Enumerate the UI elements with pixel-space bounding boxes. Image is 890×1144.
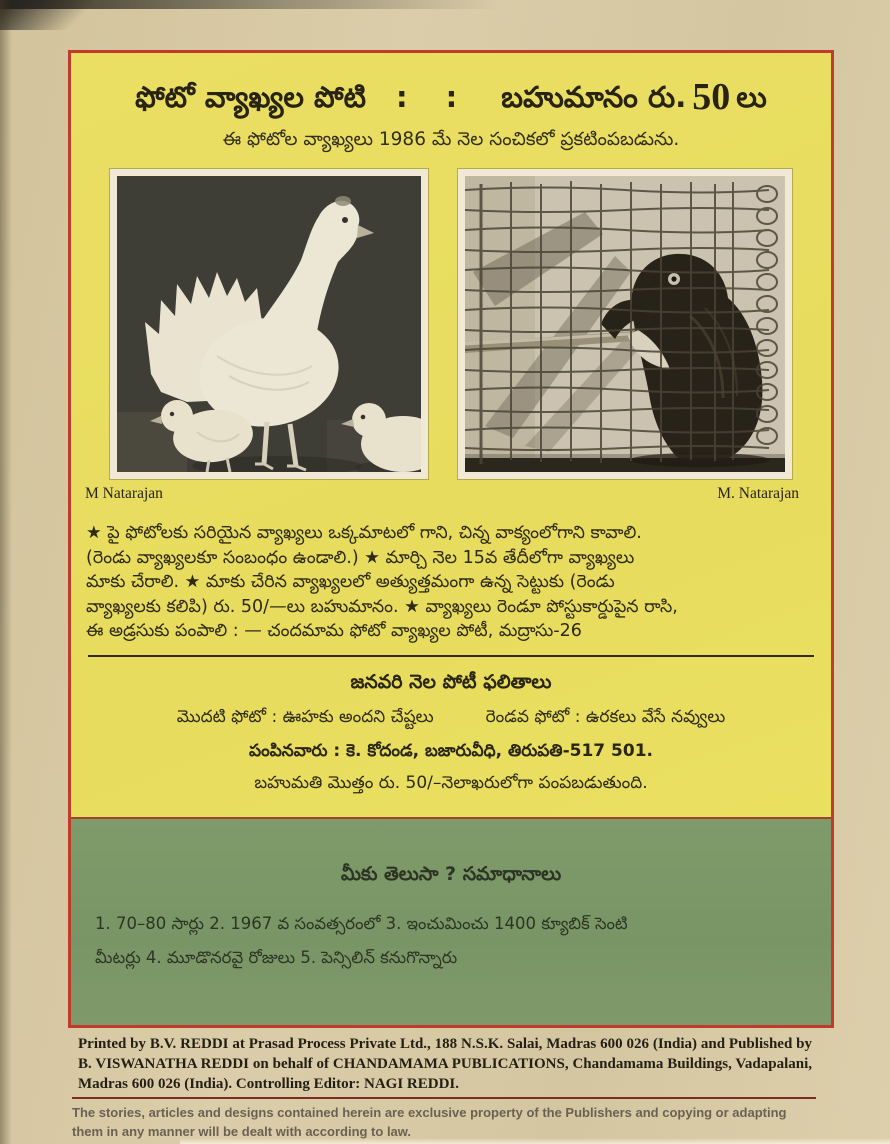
rules-line-3: మాకు చేరాలి. ★ మాకు చేరిన వ్యాఖ్యలలో అత్యుత్తమంగా ఉన్న సెట్టుకు (రెండు — [86, 572, 615, 593]
contest-title-row — [71, 75, 831, 122]
winner-line: పంపినవారు : కె. కోదండ, బజారువీధి, తిరుపతి-517 501. — [249, 741, 653, 761]
hen-with-chicks-illustration — [117, 176, 421, 472]
contest-photos-row — [71, 169, 831, 479]
prize-label: బహుమానం రు. — [501, 80, 687, 114]
title-separator: : : — [395, 80, 472, 114]
photo-hen-with-chicks — [110, 169, 428, 479]
first-photo-result: మొదటి ఫోటో : ఊహకు అందని చేష్టలు — [176, 707, 434, 727]
prize-unit: లు — [736, 80, 767, 114]
rules-line-4: వ్యాఖ్యలకు కలిపి) రు. 50/—లు బహుమానం. ★ వ్యాఖ్యలు రెండూ పోస్టుకార్డుపైన రాసి, — [86, 596, 678, 617]
contest-sheet — [68, 50, 834, 1028]
results-captions-row — [71, 707, 831, 731]
section-divider — [88, 655, 814, 657]
results-heading: జనవరి నెల పోటీ ఫలితాలు — [350, 671, 552, 693]
scan-edge-shadow-left — [0, 0, 12, 1144]
quiz-answers-line-1: 1. 70–80 సార్లు 2. 1967 వ సంవత్సరంలో 3. ఇంచుమించు 1400 క్యూబిక్ సెంటి — [95, 914, 628, 933]
quiz-answers-panel — [71, 817, 831, 1025]
photo-credits-row — [71, 485, 831, 503]
scan-corner-shadow — [0, 0, 100, 30]
copyright-text: The stories, articles and designs contained herein are exclusive property of the Publishers and copying or adapting them in any manner will be dealt with according to law. — [72, 1105, 787, 1139]
second-photo-result: రెండవ ఫోటో : ఉరకలు వేసే నవ్వులు — [485, 707, 726, 727]
photo-bird-in-cage — [458, 169, 792, 479]
copyright-divider — [72, 1097, 816, 1099]
rules-line-2: (రెండు వ్యాఖ్యలకూ సంబంధం ఉండాలి.) ★ మార్చి నెల 15వ తేదీలోగా వ్యాఖ్యలు — [86, 547, 635, 568]
quiz-heading: మీకు తెలుసా ? సమాధానాలు — [340, 863, 562, 885]
quiz-answers-line-2: మీటర్లు 4. మూడొనరవై రోజులు 5. పెన్సిలిన్ కనుగొన్నారు — [95, 948, 458, 967]
rules-line-5: ఈ అడ్రసుకు పంపాలి : — చందమామ ఫోటో వ్యాఖ్యల పోటీ, మద్రాసు-26 — [86, 621, 582, 642]
contest-subtitle: ఈ ఫోటోల వ్యాఖ్యలు 1986 మే నెల సంచికలో ప్రకటింపబడును. — [222, 129, 680, 150]
caged-bird-illustration — [465, 176, 785, 472]
contest-rules — [71, 521, 831, 644]
prize-amount: 50 — [692, 76, 731, 118]
photo-credit-left: M Natarajan — [85, 485, 163, 502]
rules-line-1: ★ పై ఫోటోలకు సరియైన వ్యాఖ్యలు ఒక్కమాటలో గాని, చిన్న వాక్యంలోగాని కావాలి. — [86, 523, 642, 543]
imprint-text: Printed by B.V. REDDI at Prasad Process Private Ltd., 188 N.S.K. Salai, Madras 600 026 (India) and Published by B. VISWANATHA REDDI on behalf of CHANDAMAMA PUBLICATIONS, Chandamama Buildings, Vadapalani, Madras 600 026 (India). Controlling Editor: NAGI REDDI. — [78, 1036, 812, 1092]
contest-title: ఫోటో వ్యాఖ్యల పోటి — [135, 80, 366, 114]
scan-edge-shadow-bottom — [180, 1138, 890, 1144]
prize-note: బహుమతి మొత్తం రు. 50/–నెలాఖరులోగా పంపబడుతుంది. — [254, 773, 648, 793]
photo-credit-right: M. Natarajan — [717, 485, 799, 502]
